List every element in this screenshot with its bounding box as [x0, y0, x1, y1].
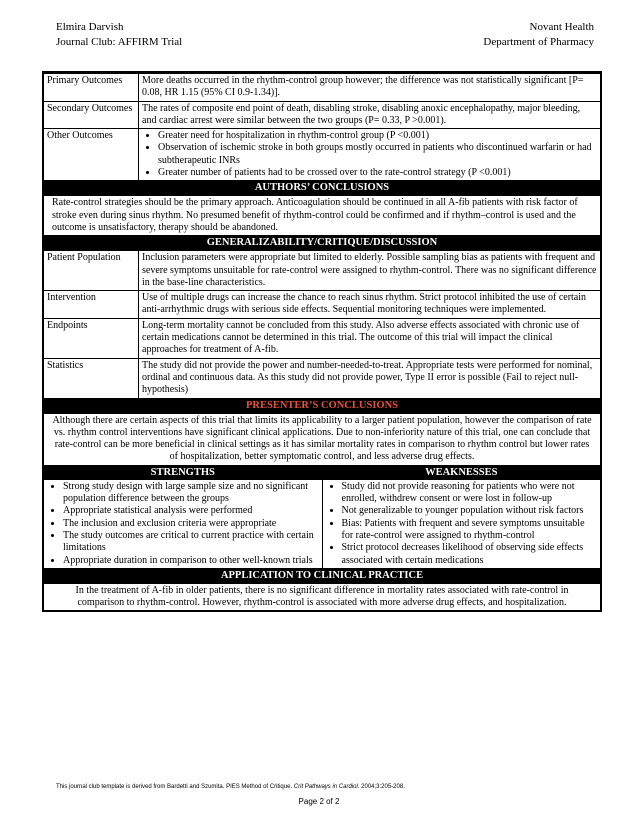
table-row — [44, 74, 601, 102]
list-item: • Observation of ischemic stroke in both groups mostly occurred in patients who discontinued warfarin or had subtherapeutic INRs — [158, 142, 597, 167]
secondary-outcomes-label: Secondary Outcomes — [44, 101, 139, 129]
list-item: • Strict protocol decreases likelihood of observing side effects associated with certain medications — [342, 542, 598, 567]
footer-note — [56, 784, 405, 790]
list-item: • Greater number of patients had to be crossed over to the rate-control strategy (P <0.001) — [158, 167, 597, 179]
other-outcomes-list — [139, 129, 601, 181]
weaknesses-heading: WEAKNESSES — [322, 466, 601, 479]
generalizability-heading: GENERALIZABILITY/CRITIQUE/DISCUSSION — [43, 236, 601, 250]
footer-note-pre: This journal club template is derived from Bardetti and Szumita. PIES Method of Critique. — [56, 784, 293, 790]
secondary-outcomes-text: The rates of composite end point of death, disabling stroke, disabling anoxic encephalopathy, major bleeding, and cardiac arrest were similar between the two groups (P= 0.33, P >0.001). — [139, 101, 601, 129]
list-item: • Greater need for hospitalization in rhythm-control group (P <0.001) — [158, 130, 597, 142]
statistics-text: The study did not provide the power and number-needed-to-treat. Appropriate tests were performed for nominal, ordinal and continuous data. As this study did not provide power, Type II error is possible (Fail to reject null-hypothesis) — [139, 358, 601, 398]
list-item: • Appropriate duration in comparison to other well-known trials — [63, 555, 319, 567]
presenters-conclusions-text: Although there are certain aspects of this trial that limits its applicability to a larger patient population, however the comparison of rate vs. rhythm control interventions have significant clinical applications. Due to non-inferiority nature of this trial, one can conclude that rate-control can be more beneficial in clinical settings as it has similar mortality rates in comparison to rhythm control but lower rates of hospitalization, better symptomatic control, and less adverse drug effects. — [43, 413, 601, 466]
list-item: • Appropriate statistical analysis were performed — [63, 505, 319, 517]
table-row — [44, 466, 601, 479]
list-item: • Bias: Patients with frequent and severe symptoms unsuitable for rate-control were assigned to rhythm-control — [342, 518, 598, 543]
authors-conclusions-text: Rate-control strategies should be the primary approach. Anticoagulation should be continued in all A-fib patients with risk factor of stroke even during sinus rhythm. No presumed benefit of rhythm-control could be confirmed and if rhythm–control is used and the outcome is unsatisfactory, therapy should be abandoned. — [43, 195, 601, 236]
table-row — [44, 318, 601, 358]
journal-club-document — [42, 71, 602, 612]
footer-note-journal: Crit Pathways in Cardiol. — [293, 784, 360, 790]
weaknesses-list — [322, 479, 601, 568]
doc-title: Journal Club: AFFIRM Trial — [56, 36, 183, 48]
header-left — [56, 20, 182, 50]
dept-name: Department of Pharmacy — [483, 36, 594, 48]
org-name: Novant Health — [529, 21, 594, 33]
presenters-conclusions-heading: PRESENTER’S CONCLUSIONS — [43, 399, 601, 413]
application-text: In the treatment of A-fib in older patients, there is no significant difference in mortality rates associated with rate-control in comparison to rhythm-control. However, rhythm-control is associated with more adverse drug effects, and hospitalization. — [43, 583, 601, 612]
footer-note-post: 2004;3:205-208. — [361, 784, 405, 790]
table-row — [44, 251, 601, 291]
list-item: • Strong study design with large sample size and no significant population difference between the groups — [63, 481, 319, 506]
strengths-list — [44, 479, 323, 568]
strengths-heading: STRENGTHS — [44, 466, 323, 479]
primary-outcomes-text: More deaths occurred in the rhythm-control group however; the difference was not statistically significant [P= 0.08, HR 1.15 (95% CI 0.9-1.34)]. — [139, 74, 601, 102]
patient-population-text: Inclusion parameters were appropriate but limited to elderly. Possible sampling bias as patients with frequent and severe symptoms unsuitable for rate-control were assigned to rhythm-control. There was no significant difference in the base-line characteristics. — [139, 251, 601, 291]
page-number: Page 2 of 2 — [298, 797, 340, 806]
patient-population-label: Patient Population — [44, 251, 139, 291]
intervention-label: Intervention — [44, 291, 139, 319]
intervention-text: Use of multiple drugs can increase the chance to reach sinus rhythm. Strict protocol inhibited the use of certain anti-arrhythmic drugs with serious side effects. Sequential monitoring techniques were implemented. — [139, 291, 601, 319]
list-item: • Not generalizable to younger population without risk factors — [342, 505, 598, 517]
statistics-label: Statistics — [44, 358, 139, 398]
strengths-weaknesses-table — [43, 466, 601, 569]
primary-outcomes-label: Primary Outcomes — [44, 74, 139, 102]
list-item: • The inclusion and exclusion criteria were appropriate — [63, 518, 319, 530]
table-row — [44, 101, 601, 129]
endpoints-text: Long-term mortality cannot be concluded from this study. Also adverse effects associated with chronic use of certain medications cannot be determined in this trial. The outcome of this trial will impact the clinical approaches for treatment of A-fib. — [139, 318, 601, 358]
author-name: Elmira Darvish — [56, 21, 124, 33]
table-row — [44, 479, 601, 568]
header-right — [483, 20, 594, 50]
outcomes-table — [43, 73, 601, 181]
list-item: • The study outcomes are critical to current practice with certain limitations — [63, 530, 319, 555]
table-row — [44, 291, 601, 319]
authors-conclusions-heading: AUTHORS’ CONCLUSIONS — [43, 181, 601, 195]
table-row — [44, 129, 601, 181]
endpoints-label: Endpoints — [44, 318, 139, 358]
other-outcomes-label: Other Outcomes — [44, 129, 139, 181]
list-item: • Study did not provide reasoning for patients who were not enrolled, withdrew consent or were lost in follow-up — [342, 481, 598, 506]
generalizability-table — [43, 250, 601, 398]
table-row — [44, 358, 601, 398]
application-heading: APPLICATION TO CLINICAL PRACTICE — [43, 569, 601, 583]
